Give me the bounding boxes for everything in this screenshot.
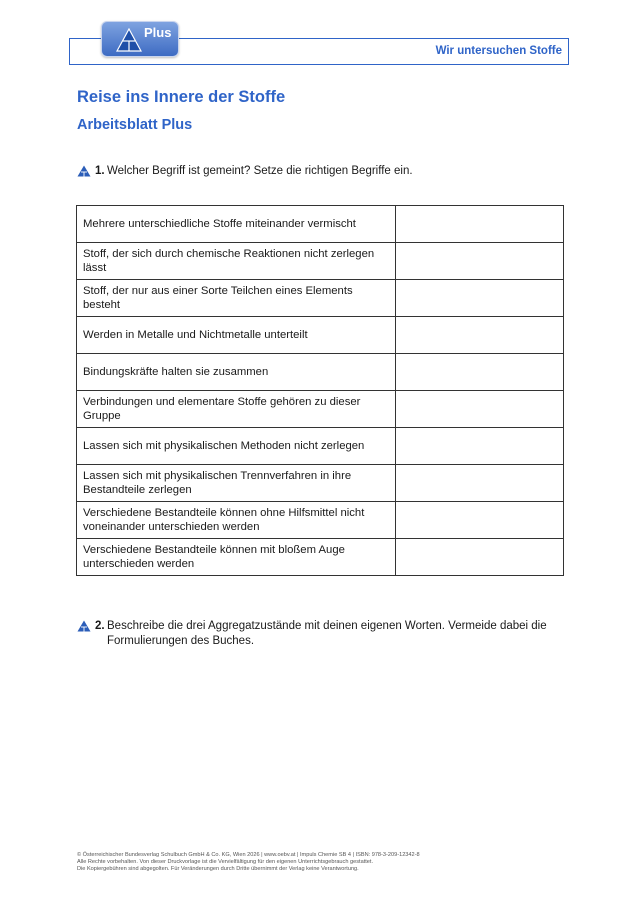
term-description: Verbindungen und elementare Stoffe gehören zu dieser Gruppe xyxy=(77,391,396,428)
task-2-number: 2. xyxy=(95,620,105,632)
term-answer-field[interactable] xyxy=(396,206,564,243)
task-1 xyxy=(77,164,413,179)
footer-line-1: © Österreichischer Bundesverlag Schulbuch GmbH & Co. KG, Wien 2026 | www.oebv.at | Impuls Chemie SB 4 | ISBN: 978-3-209-12342-8 xyxy=(77,852,420,858)
term-description: Verschiedene Bestandteile können ohne Hilfsmittel nicht voneinander unterschieden werden xyxy=(77,502,396,539)
table-row xyxy=(77,206,564,243)
term-answer-field[interactable] xyxy=(396,502,564,539)
term-answer-field[interactable] xyxy=(396,539,564,576)
table-row xyxy=(77,280,564,317)
terms-table xyxy=(76,205,564,576)
triangle-task-icon xyxy=(77,620,91,632)
footer-line-3: Die Kopiergebühren sind abgegolten. Für Veränderungen durch Dritte übernimmt der Verlag keine Verantwortung. xyxy=(77,866,359,873)
term-answer-field[interactable] xyxy=(396,243,564,280)
task-1-text: Welcher Begriff ist gemeint? Setze die richtigen Begriffe ein. xyxy=(107,165,413,177)
term-description: Stoff, der sich durch chemische Reaktionen nicht zerlegen lässt xyxy=(77,243,396,280)
term-answer-field[interactable] xyxy=(396,354,564,391)
table-row xyxy=(77,539,564,576)
task-1-number: 1. xyxy=(95,165,105,177)
page-title: Reise ins Innere der Stoffe xyxy=(77,88,286,106)
table-row xyxy=(77,391,564,428)
term-description: Werden in Metalle und Nichtmetalle unterteilt xyxy=(77,317,396,354)
triangle-logo-icon xyxy=(116,28,142,52)
term-description: Stoff, der nur aus einer Sorte Teilchen eines Elements besteht xyxy=(77,280,396,317)
term-description: Lassen sich mit physikalischen Methoden nicht zerlegen xyxy=(77,428,396,465)
table-row xyxy=(77,428,564,465)
term-answer-field[interactable] xyxy=(396,391,564,428)
table-row xyxy=(77,354,564,391)
task-2 xyxy=(77,619,567,649)
header-title: Wir untersuchen Stoffe xyxy=(435,45,562,57)
term-answer-field[interactable] xyxy=(396,465,564,502)
term-description: Bindungskräfte halten sie zusammen xyxy=(77,354,396,391)
term-description: Mehrere unterschiedliche Stoffe miteinander vermischt xyxy=(77,206,396,243)
term-answer-field[interactable] xyxy=(396,280,564,317)
table-row xyxy=(77,243,564,280)
term-answer-field[interactable] xyxy=(396,428,564,465)
term-description: Verschiedene Bestandteile können mit bloßem Auge unterschieden werden xyxy=(77,539,396,576)
triangle-task-icon xyxy=(77,165,91,177)
footer xyxy=(77,852,420,874)
plus-logo xyxy=(101,21,179,57)
table-row xyxy=(77,502,564,539)
logo-text: Plus xyxy=(144,25,172,40)
term-description: Lassen sich mit physikalischen Trennverfahren in ihre Bestandteile zerlegen xyxy=(77,465,396,502)
footer-line-2: Alle Rechte vorbehalten. Von dieser Druckvorlage ist die Vervielfältigung für den eigenen Unterrichtsgebrauch gestattet. xyxy=(77,859,374,866)
table-row xyxy=(77,317,564,354)
page-subtitle: Arbeitsblatt Plus xyxy=(77,117,193,133)
task-2-text: Beschreibe die drei Aggregatzustände mit deinen eigenen Worten. Vermeide dabei die Formulierungen des Buches. xyxy=(107,620,547,647)
term-answer-field[interactable] xyxy=(396,317,564,354)
table-row xyxy=(77,465,564,502)
